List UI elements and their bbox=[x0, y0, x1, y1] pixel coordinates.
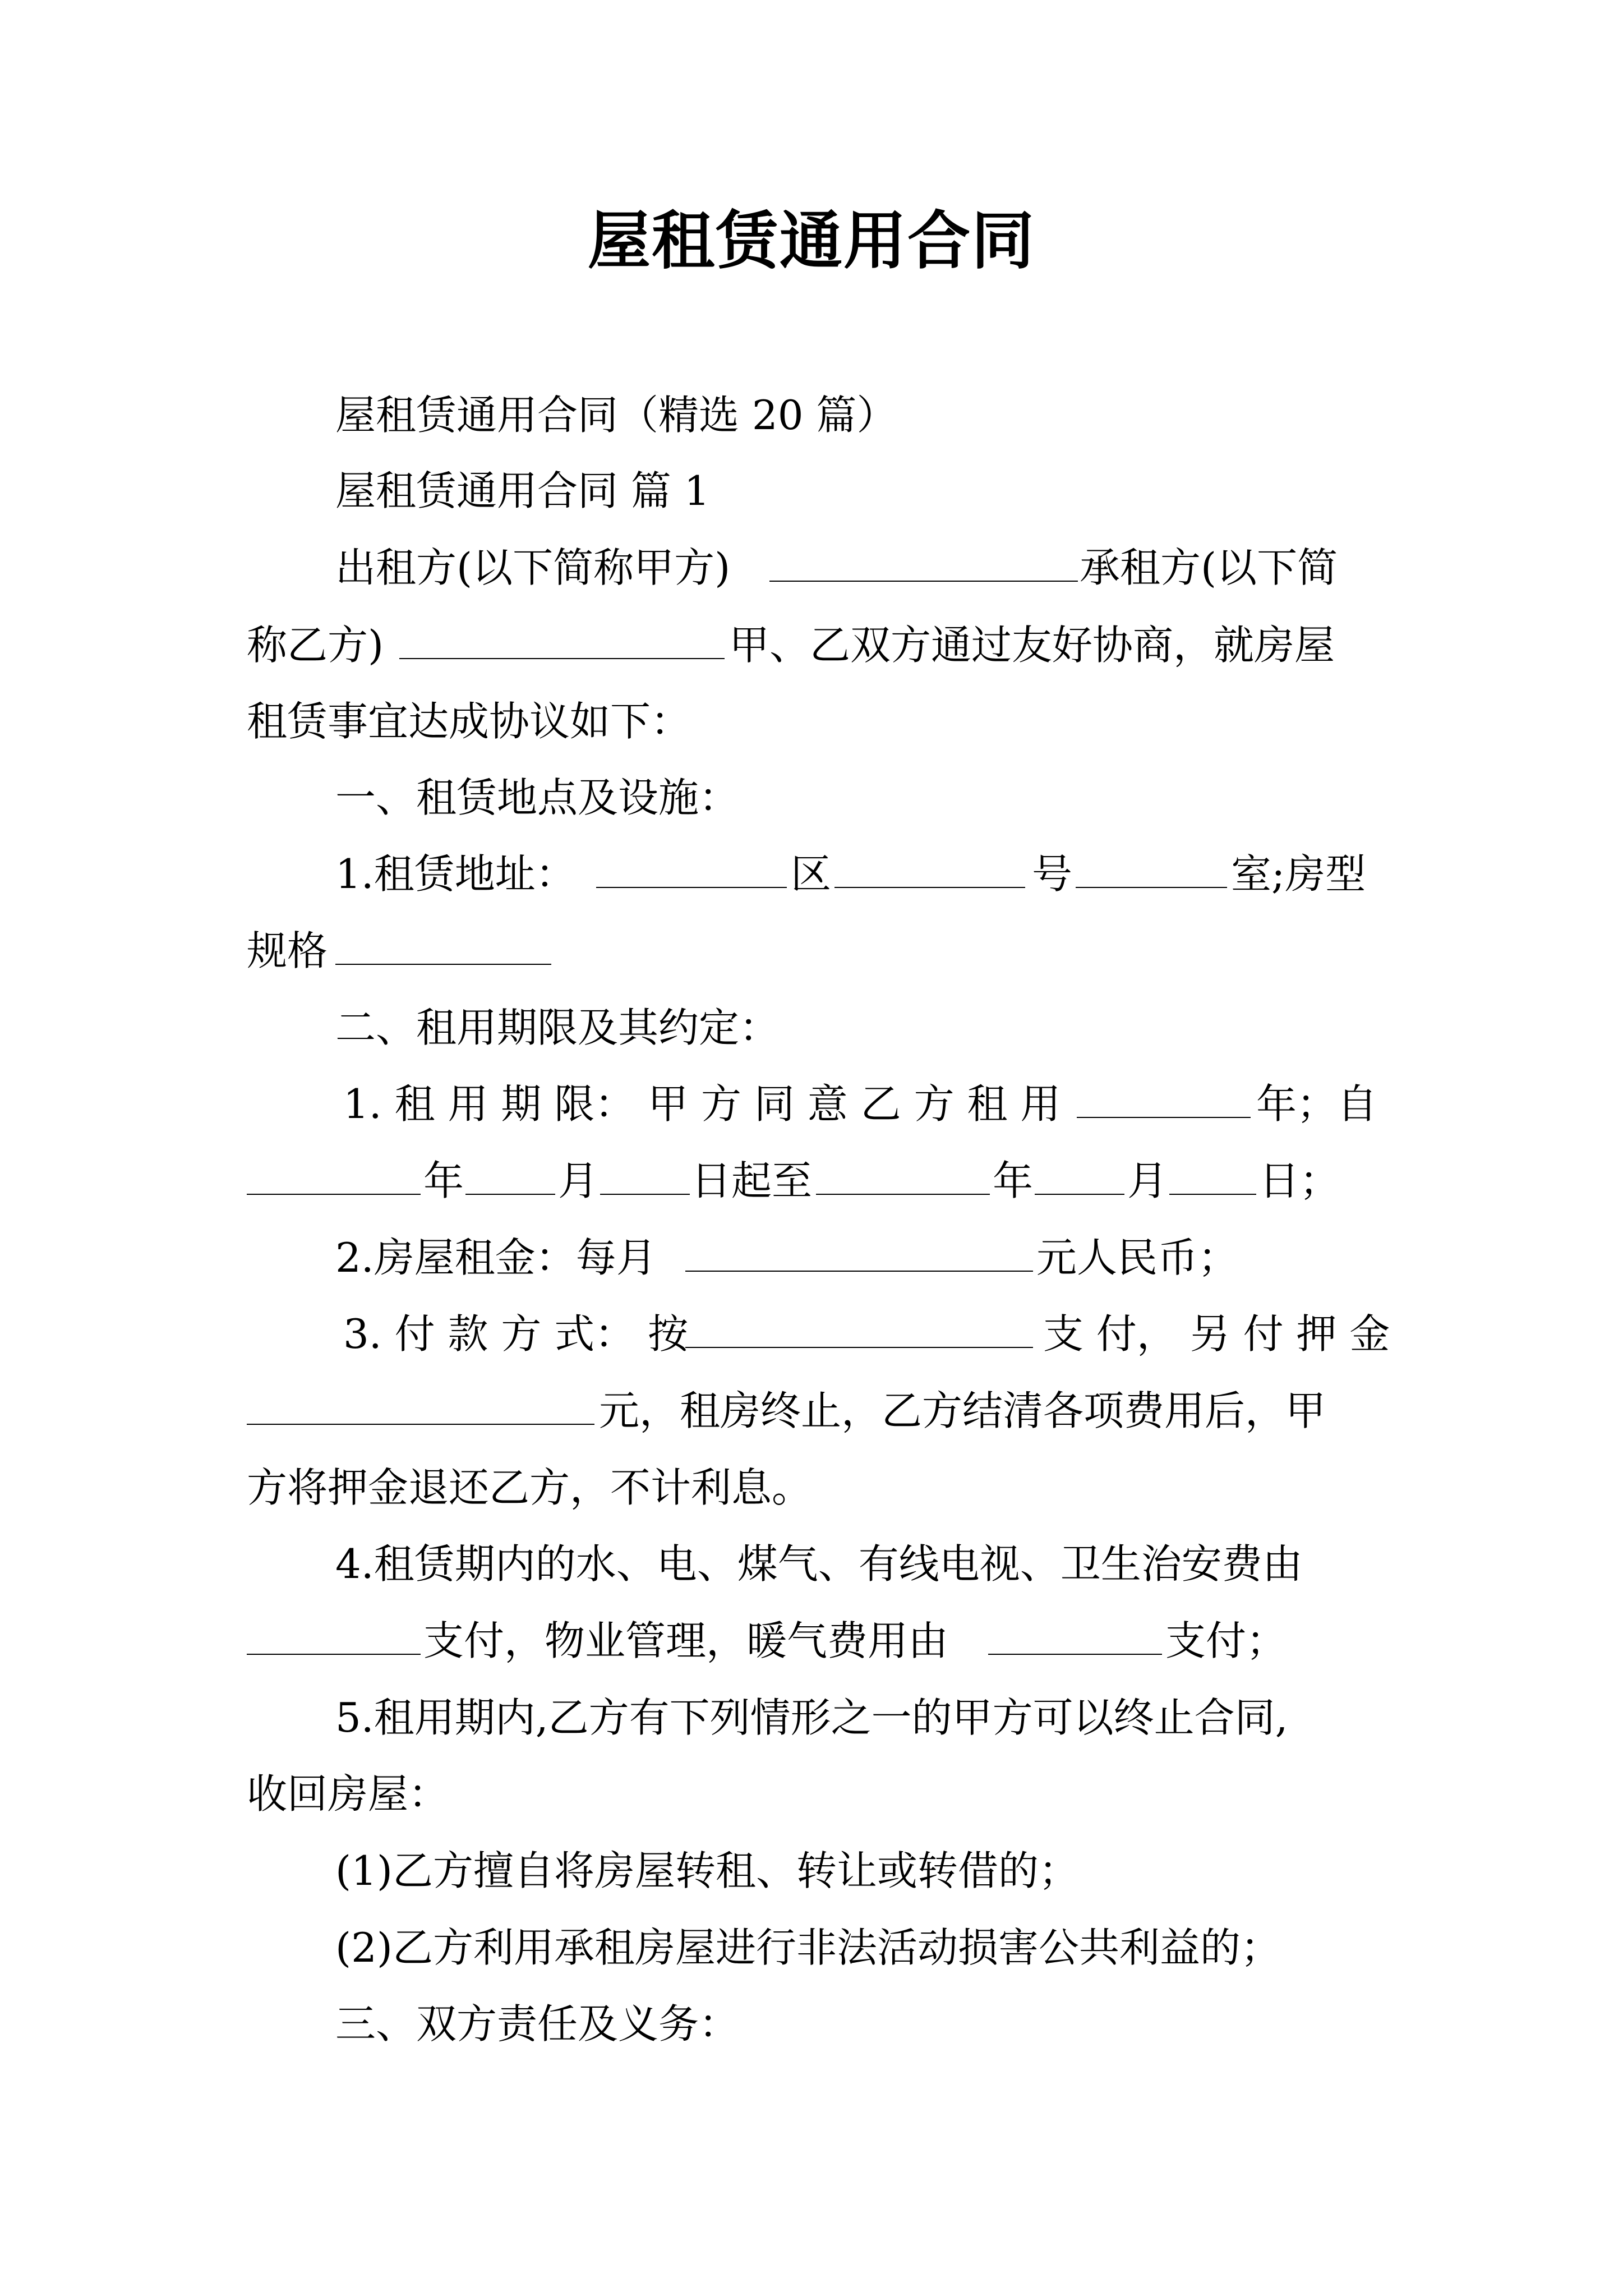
room-blank bbox=[1076, 846, 1227, 902]
rent-label: 2.房屋租金：每月 bbox=[335, 1234, 657, 1281]
lessee-blank bbox=[399, 617, 725, 673]
termination-text: 5.租用期内,乙方有下列情形之一的甲方可以终止合同, bbox=[335, 1694, 1288, 1741]
section2-heading: 二、租用期限及其约定： bbox=[335, 1004, 780, 1051]
utilities-text-cont: 支付，物业管理，暖气费用由 bbox=[423, 1617, 949, 1664]
rent-blank bbox=[685, 1230, 1033, 1286]
to-day-blank bbox=[1169, 1153, 1256, 1209]
deposit-text-cont: 方将押金退还乙方，不计利息。 bbox=[247, 1464, 813, 1511]
agreement-text: 甲、乙双方通过友好协商，就房屋 bbox=[729, 622, 1335, 669]
term-label: 1. 租 用 期 限： 甲 方 同 意 乙 方 租 用 bbox=[343, 1080, 1061, 1128]
address-label: 1.租赁地址： bbox=[335, 850, 576, 898]
section3-heading: 三、双方责任及义务： bbox=[335, 2000, 740, 2047]
termination-text-cont: 收回房屋： bbox=[247, 1770, 449, 1818]
rent-unit: 元人民币； bbox=[1036, 1234, 1239, 1281]
to-month-blank bbox=[1035, 1153, 1124, 1209]
section1-heading: 一、租赁地点及设施： bbox=[335, 774, 740, 821]
from-year-blank bbox=[247, 1153, 421, 1209]
from-day-blank bbox=[600, 1153, 690, 1209]
payment-method-blank bbox=[685, 1306, 1033, 1362]
lessor-label: 出租方(以下简称甲方) bbox=[335, 544, 731, 591]
deposit-label: 支 付， 另 付 押 金 bbox=[1043, 1310, 1390, 1358]
term-years-blank bbox=[1077, 1076, 1251, 1132]
heating-pay-label: 支付； bbox=[1165, 1617, 1287, 1664]
number-label: 号 bbox=[1032, 850, 1073, 898]
term-years-label: 年；自 bbox=[1256, 1080, 1378, 1128]
spec-label: 规格 bbox=[247, 927, 328, 974]
agreement-text-cont: 租赁事宜达成协议如下： bbox=[247, 698, 691, 745]
to-month-label: 月 bbox=[1127, 1157, 1168, 1204]
room-label: 室;房型 bbox=[1231, 850, 1366, 898]
to-day-label: 日； bbox=[1259, 1157, 1340, 1204]
to-year-label: 年 bbox=[993, 1157, 1034, 1204]
termination-item-1-text: (1)乙方擅自将房屋转租、转让或转借的； bbox=[335, 1847, 1079, 1894]
from-day-label: 日起至 bbox=[691, 1157, 813, 1204]
district-blank bbox=[596, 846, 787, 902]
payment-label: 3. 付 款 方 式： 按 bbox=[343, 1310, 689, 1358]
document-title: 屋租赁通用合同 bbox=[588, 204, 1035, 278]
utilities-payer-blank bbox=[247, 1613, 421, 1669]
subtitle: 屋租赁通用合同（精选 20 篇） bbox=[335, 392, 897, 439]
number-blank bbox=[834, 846, 1025, 902]
lessee-label-end: 称乙方) bbox=[247, 622, 384, 669]
spec-blank bbox=[335, 923, 551, 979]
district-label: 区 bbox=[791, 850, 832, 898]
section-heading: 屋租赁通用合同 篇 1 bbox=[335, 467, 710, 514]
lessor-blank bbox=[769, 540, 1078, 596]
from-month-blank bbox=[465, 1153, 555, 1209]
heating-payer-blank bbox=[988, 1613, 1162, 1669]
utilities-text: 4.租赁期内的水、电、煤气、有线电视、卫生治安费由 bbox=[335, 1540, 1303, 1588]
from-month-label: 月 bbox=[558, 1157, 599, 1204]
termination-item-2-text: (2)乙方利用承租房屋进行非法活动损害公共利益的； bbox=[335, 1924, 1281, 1971]
deposit-blank bbox=[247, 1383, 594, 1439]
to-year-blank bbox=[816, 1153, 990, 1209]
deposit-text: 元，租房终止，乙方结清各项费用后，甲 bbox=[599, 1387, 1326, 1434]
lessee-label-start: 承租方(以下简 bbox=[1080, 544, 1338, 591]
from-year-label: 年 bbox=[423, 1157, 464, 1204]
